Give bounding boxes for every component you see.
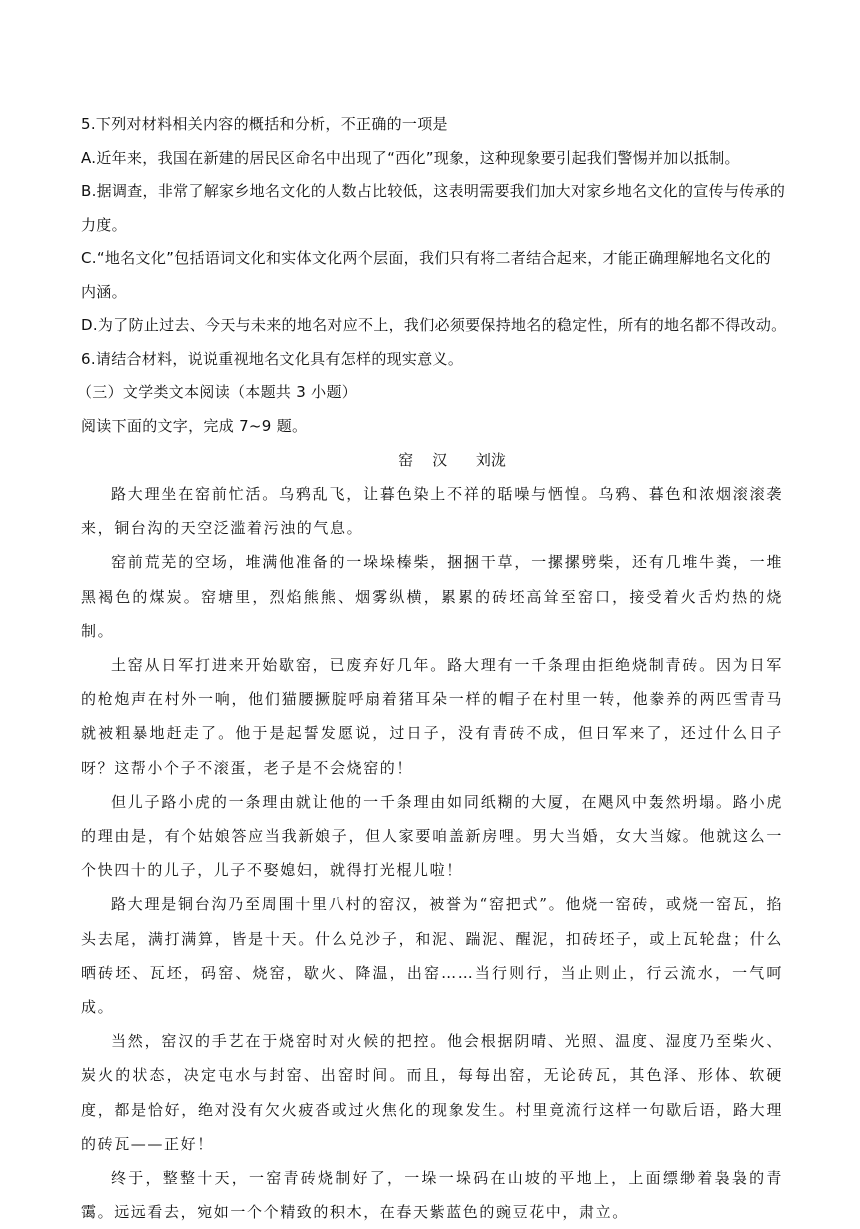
question-5-option-b-line-1: B.据调查，非常了解家乡地名文化的人数占比较低，这表明需要我们加大对家乡地名文化的宣传与传承的 — [81, 182, 786, 200]
story-body — [81, 477, 783, 1229]
story-paragraph: 路大理是铜台沟乃至周围十里八村的窑汉，被誉为“窑把式”。他烧一窑砖，或烧一窑瓦，掐头去尾，满打满算，皆是十天。什么兑沙子，和泥、踹泥、醒泥，扣砖坯子，或上瓦轮盘；什么晒砖坯、瓦坯，码窑、烧窑，歇火、降温，出窑……当行则行，当止则止，行云流水，一气呵成。 — [81, 895, 783, 1017]
question-5-option-d: D.为了防止过去、今天与未来的地名对应不上，我们必须要保持地名的稳定性，所有的地名都不得改动。 — [81, 316, 787, 334]
story-paragraph: 但儿子路小虎的一条理由就让他的一千条理由如同纸糊的大厦，在飓风中轰然坍塌。路小虎的理由是，有个姑娘答应当我新娘子，但人家要咱盖新房哩。男大当婚，女大当嫁。他就这么一个快四十的儿子，儿子不娶媳妇，就得打光棍儿啦！ — [81, 792, 783, 880]
question-5-option-a: A.近年来，我国在新建的居民区命名中出现了“西化”现象，这种现象要引起我们警惕并加以抵制。 — [81, 148, 740, 167]
question-5-stem: 5.下列对材料相关内容的概括和分析，不正确的一项是 — [81, 115, 448, 133]
story-title-row — [81, 443, 783, 477]
section-heading: （三）文学类文本阅读（本题共 3 小题） — [77, 383, 358, 401]
story-paragraph: 窑前荒芜的空场，堆满他准备的一垛垛榛柴，捆捆干草，一摞摞劈柴，还有几堆牛粪，一堆黑褐色的煤炭。窑塘里，烈焰熊熊、烟雾纵横，累累的砖坯高耸至窑口，接受着火舌灼热的烧制。 — [81, 553, 783, 640]
story-author: 刘泷 — [475, 451, 506, 469]
story-paragraph: 土窑从日军打进来开始歇窑，已废弃好几年。路大理有一千条理由拒绝烧制青砖。因为日军的枪炮声在村外一响，他们猫腰撅腚呼扇着猪耳朵一样的帽子在村里一转，他豢养的两匹雪青马就被粗暴地赶走了。他于是起誓发愿说，过日子，没有青砖不成，但日军来了，还过什么日子呀？这帮小个子不滚蛋，老子是不会烧窑的！ — [81, 656, 783, 777]
question-5-option-c-line-1: C.“地名文化”包括语词文化和实体文化两个层面，我们只有将二者结合起来，才能正确理解地名文化的 — [81, 249, 771, 267]
story-title: 窑 汉 — [398, 451, 448, 469]
story-paragraph: 终于，整整十天，一窑青砖烧制好了，一垛一垛码在山坡的平地上，上面缥缈着袅袅的青霭。远远看去，宛如一个个精致的积木，在春天紫蓝色的豌豆花中，肃立。 — [81, 1169, 783, 1222]
question-5-option-c-line-2: 内涵。 — [81, 282, 127, 301]
section-instruction: 阅读下面的文字，完成 7~9 题。 — [81, 416, 308, 435]
question-6: 6.请结合材料，说说重视地名文化具有怎样的现实意义。 — [81, 349, 464, 368]
story-paragraph: 当然，窑汉的手艺在于烧窑时对火候的把控。他会根据阴晴、光照、温度、湿度乃至柴火、炭火的状态，决定屯水与封窑、出窑时间。而且，每每出窑，无论砖瓦，其色泽、形体、软硬度，都是恰好，绝对没有欠火疲沓或过火焦化的现象发生。村里竟流行这样一句歇后语，路大理的砖瓦——正好！ — [81, 1032, 783, 1153]
story-paragraph: 路大理坐在窑前忙活。乌鸦乱飞，让暮色染上不祥的聒噪与恓惶。乌鸦、暮色和浓烟滚滚袭来，铜台沟的天空泛滥着污浊的气息。 — [81, 485, 783, 538]
document-page — [77, 108, 787, 1229]
question-5-option-b-line-2: 力度。 — [81, 215, 127, 234]
